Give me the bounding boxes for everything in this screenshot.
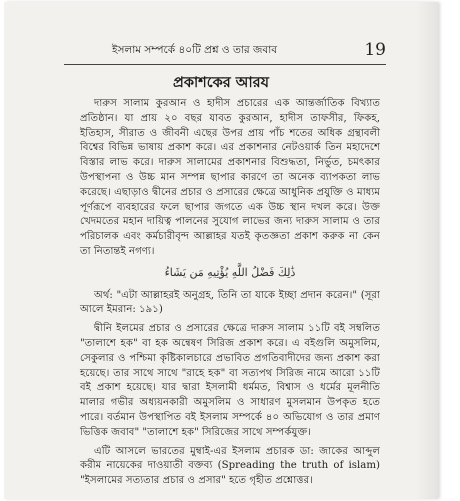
paragraph: এটি আসলে ভারতের মুম্বাই-এর ইসলাম প্রচারক ডা: জাকের আব্দুল করীম নায়েকের দাওয়াতী বক্তব্য (Spreading the truth of islam) "ইসলামের সত্যতার প্রচার ও প্রসার" হতে গৃহীত প্রশ্নোত্তর। (80, 445, 380, 487)
running-title: ইসলাম সম্পর্কে ৪০টি প্রশ্ন ও তার জবাব (112, 44, 278, 56)
running-header (64, 40, 386, 62)
body-text (80, 97, 380, 493)
header-divider (64, 64, 386, 65)
verse-translation: অর্থ: "এটা আল্লাহরই অনুগ্রহ, তিনি তা যাকে ইচ্ছা প্রদান করেন।" (সূরা আলে ইমরান: ১৯১) (80, 289, 380, 316)
arabic-verse: ذَٰلِكَ فَضْلُ اللَّهِ يُؤْتِيهِ مَن يَشَاءُ (164, 265, 296, 279)
book-page (4, 2, 438, 499)
page-number: 19 (364, 40, 386, 60)
paragraph: দারুস সালাম কুরআন ও হাদীস প্রচারের এক আন্তর্জাতিক বিখ্যাত প্রতিষ্ঠান। যা প্রায় ২০ বছর যাবত কুরআন, হাদীস তাফসীর, ফিকহ, ইতিহাস, সীরাত ও জীবনী এছের উপর প্রায় পাঁচ শতের অধিক গ্রন্থাবলী বিশ্বের বিভিন্ন ভাষায় প্রকাশ করে। এর প্রকাশনার নেটওয়ার্ক তিন মহাদেশে বিস্তার লাভ করে। দারুস সালামের প্রকাশনার বিশুদ্ধতা, নির্ভুত, চমৎকার উপস্থাপনা ও উচ্চ মান সম্পন্ন ছাপার কারণে তা অনেক ব্যাপকতা লাভ করেছে। এছাড়াও দ্বীনের প্রচার ও প্রসারের ক্ষেত্রে আধুনিক প্রযুক্তি ও মাধ্যম পূর্ণরূপে ব্যবহারের ফলে ছাপার জগতে এক উচ্চ স্থান দখল করে। উক্ত খেদমতের মহান দায়িত্ব পালনের সুযোগ লাভের জন্য দারুস সালাম ও তার পরিচালক এবং কর্মচারীবৃন্দ আল্লাহর যতই কৃতজ্ঞতা প্রকাশ করুক না কেন তা নিতান্তই নগণ্য। (80, 98, 380, 257)
paragraph: দ্বীনি ইলমের প্রচার ও প্রসারের ক্ষেত্রে দারুস সালাম ১১টি বই সম্বলিত "তালাশে হক" বা হক অন্বেষণ সিরিজ প্রকাশ করে। এ বইগুলি অমুসলিম, সেকুলার ও পশ্চিমা কৃষ্টিকালচারে প্রভাবিত প্রগতিবাদীদের জন্য প্রকাশ করা হয়েছে। তার সাথে সাথে "রাহে হক" বা সত্যপথ সিরিজ নামে আরো ১১টি বই প্রকাশ হয়েছে। যার দ্বারা ইসলামী ধর্মমত, বিশ্বাস ও ধর্মের মূলনীতি মালার গভীর অধ্যয়নকারী অমুসলিম ও সাধারণ মুসলমান উপকৃত হতে পারে। বর্তমান উপস্থাপিত বই ইসলাম সম্পর্কে ৪০ অভিযোগ ও তার প্রমাণ ভিত্তিক জবাব" "তালাশে হক" সিরিজের সাথে সম্পর্কযুক্ত। (80, 323, 380, 438)
chapter-title: প্রকাশকের আরয (173, 75, 269, 91)
